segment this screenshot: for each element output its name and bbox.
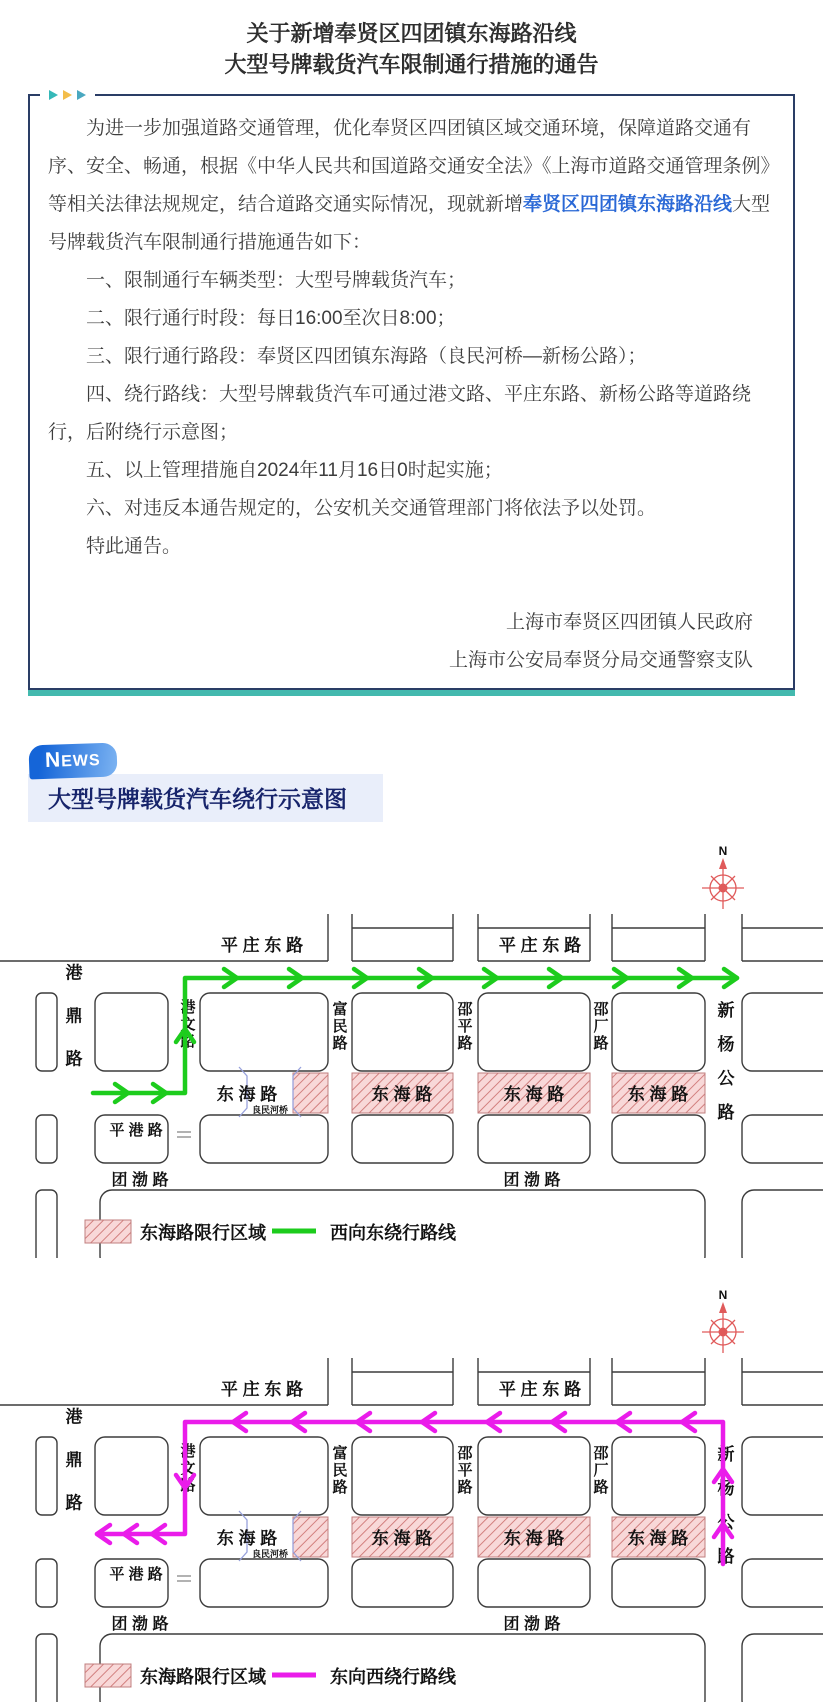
notice-intro (48, 110, 775, 262)
road-label-tuanbo: 团 渤 路 (503, 1172, 561, 1189)
road-label-donghai: 东 海 路 (216, 1529, 278, 1548)
news-badge: NEWS (28, 742, 117, 779)
road-label-shaoping: 邵平路 (455, 1001, 473, 1052)
road-label-pinggang: 平 港 路 (109, 1566, 163, 1583)
road-label-fumin: 富民路 (330, 1445, 348, 1496)
triangles-decoration (40, 89, 95, 101)
notice-box (28, 94, 795, 690)
notice-item: 五、以上管理措施自2024年11月16日0时起实施； (86, 460, 503, 481)
legend-restricted-label: 东海路限行区域 (140, 1667, 266, 1687)
compass-icon (702, 844, 744, 909)
road-label-donghai: 东 海 路 (503, 1529, 565, 1548)
intro-prefix: 为进一步加强道路交通管理，优化奉贤区四团镇区域交通环境，保障道路交通有序、安全、畅通，根据《中华人民共和国道路交通安全法》《上海市道路交通管理条例》等相关法律法规规定，结合道路交通实际情况，现就新增 (48, 118, 771, 215)
intro-highlight: 奉贤区四团镇东海路沿线 (523, 194, 733, 215)
section-heading-wrap (28, 748, 795, 822)
road-label-tuanbo: 团 渤 路 (111, 1172, 169, 1189)
page-title-line1: 关于新增奉贤区四团镇东海路沿线 (246, 21, 577, 46)
section-heading: 大型号牌载货汽车绕行示意图 (28, 774, 383, 822)
road-label-tuanbo: 团 渤 路 (503, 1616, 561, 1633)
road-label-xinyang: 新杨公路 (714, 1001, 734, 1137)
road-label-shaoping: 邵平路 (455, 1445, 473, 1496)
page-title-line2: 大型号牌载货汽车限制通行措施的通告 (224, 52, 599, 77)
legend-detour-label: 西向东绕行路线 (330, 1223, 456, 1243)
notice-closing: 特此通告。 (86, 536, 182, 557)
legend-detour-label: 东向西绕行路线 (330, 1667, 456, 1687)
bridge-label: 良民河桥 (251, 1549, 289, 1559)
road-label-shaochang: 邵厂路 (591, 1001, 609, 1052)
road-label-donghai: 东 海 路 (503, 1085, 565, 1104)
road-label-pinggang: 平 港 路 (109, 1122, 163, 1139)
notice-item: 一、限制通行车辆类型：大型号牌载货汽车； (86, 270, 467, 291)
detour-map-west-to-east (0, 828, 823, 1258)
road-label-pingzhuang-east: 平 庄 东 路 (220, 1380, 304, 1399)
road-label-pingzhuang-east: 平 庄 东 路 (498, 1380, 582, 1399)
signature-line: 上海市公安局奉贤分局交通警察支队 (448, 650, 753, 671)
notice-item: 二、限行通行时段：每日16:00至次日8:00； (86, 308, 456, 329)
triangle-icon (63, 90, 72, 100)
box-bottom-accent (28, 690, 795, 696)
road-label-donghai: 东 海 路 (627, 1529, 689, 1548)
notice-body (48, 110, 775, 680)
upper-road-lines (0, 1358, 823, 1405)
legend-restricted-swatch (85, 1664, 131, 1687)
road-label-gangwen: 港文路 (178, 1443, 196, 1494)
road-label-donghai: 东 海 路 (371, 1529, 433, 1548)
page-title (0, 0, 823, 80)
road-label-gangding: 港鼎路 (62, 1407, 82, 1537)
road-label-tuanbo: 团 渤 路 (111, 1616, 169, 1633)
notice-item: 三、限行通行路段：奉贤区四团镇东海路（良民河桥—新杨公路）； (86, 346, 647, 367)
road-label-gangwen: 港文路 (178, 999, 196, 1050)
notice-item: 四、绕行路线：大型号牌载货汽车可通过港文路、平庄东路、新杨公路等道路绕行，后附绕行示意图； (48, 384, 752, 443)
triangle-icon (77, 90, 86, 100)
upper-road-lines (0, 914, 823, 961)
road-label-fumin: 富民路 (330, 1001, 348, 1052)
compass-north-label: N (718, 844, 728, 858)
compass-north-label: N (718, 1288, 728, 1302)
road-label-pingzhuang-east: 平 庄 东 路 (498, 936, 582, 955)
culvert-tick (177, 1576, 191, 1581)
triangle-icon (49, 90, 58, 100)
legend-restricted-swatch (85, 1220, 131, 1243)
culvert-tick (177, 1132, 191, 1137)
road-label-donghai: 东 海 路 (216, 1085, 278, 1104)
road-label-donghai: 东 海 路 (371, 1085, 433, 1104)
road-label-shaochang: 邵厂路 (591, 1445, 609, 1496)
compass-icon (702, 1288, 744, 1353)
road-label-xinyang: 新杨公路 (714, 1445, 734, 1581)
signature-line: 上海市奉贤区四团镇人民政府 (505, 612, 753, 633)
road-label-donghai: 东 海 路 (627, 1085, 689, 1104)
bridge-label: 良民河桥 (251, 1105, 289, 1115)
legend-restricted-label: 东海路限行区域 (140, 1223, 266, 1243)
road-label-gangding: 港鼎路 (62, 963, 82, 1093)
notice-item: 六、对违反本通告规定的，公安机关交通管理部门将依法予以处罚。 (86, 498, 657, 519)
road-label-pingzhuang-east: 平 庄 东 路 (220, 936, 304, 955)
detour-map-east-to-west (0, 1272, 823, 1702)
intro-suffix: 大型号牌载货汽车限制通行措施通告如下： (48, 194, 771, 253)
